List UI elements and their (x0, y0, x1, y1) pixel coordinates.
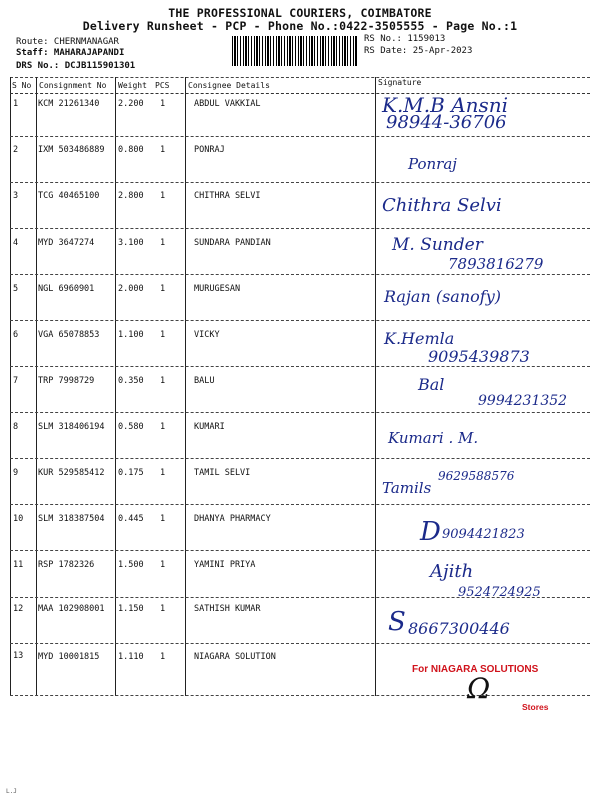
weight-value: 2.200 (118, 99, 144, 109)
rs-date: RS Date: 25-Apr-2023 (364, 46, 473, 56)
signature-handwriting: Ponraj (408, 155, 457, 173)
row-divider (10, 643, 590, 644)
drs-text: DRS No.: DCJB115901301 (16, 61, 136, 71)
table-row-sno: 7 (13, 376, 19, 386)
row-divider (10, 320, 590, 321)
signature-handwriting: K.Hemla (384, 329, 455, 348)
consignee-name: BALU (194, 376, 215, 386)
weight-value: 3.100 (118, 238, 144, 248)
consignee-name: VICKY (194, 330, 220, 340)
col-header-sno: S No (12, 81, 32, 90)
signature-handwriting: Ajith (430, 561, 474, 582)
consignee-name: MURUGESAN (194, 284, 241, 294)
weight-value: 2.800 (118, 191, 144, 201)
column-divider (10, 77, 11, 696)
table-row-sno: 12 (13, 604, 24, 614)
company-title: THE PROFESSIONAL COURIERS, COIMBATORE (168, 6, 432, 20)
weight-value: 0.445 (118, 514, 144, 524)
row-divider (10, 366, 590, 367)
stamp-stores-text: Stores (522, 702, 549, 712)
table-row-sno: 13 (13, 651, 24, 661)
col-header-consignment: Consignment No (39, 81, 107, 90)
table-row-sno: 8 (13, 422, 19, 432)
table-row-sno: 6 (13, 330, 19, 340)
row-divider (10, 504, 590, 505)
rs-number: RS No.: 1159013 (364, 34, 446, 44)
signature-handwriting: K.M.B Ansni (382, 93, 509, 117)
consignment-number: MYD 3647274 (38, 238, 95, 248)
pcs-value: 1 (160, 284, 166, 294)
signature-handwriting: Rajan (sanofy) (384, 287, 501, 306)
col-header-weight: Weight (118, 81, 147, 90)
consignment-number: KUR 529585412 (38, 468, 105, 478)
column-divider (185, 77, 186, 696)
route-text: Route: CHERNMANAGAR (16, 37, 119, 47)
column-divider (115, 77, 116, 696)
consignment-number: TCG 40465100 (38, 191, 100, 201)
consignee-name: NIAGARA SOLUTION (194, 652, 276, 662)
weight-value: 1.150 (118, 604, 144, 614)
consignment-number: VGA 65078853 (38, 330, 100, 340)
row-divider (10, 597, 590, 598)
row-divider (10, 550, 590, 551)
pcs-value: 1 (160, 99, 166, 109)
signature-handwriting: Tamils (382, 479, 432, 497)
table-row-sno: 9 (13, 468, 19, 478)
consignee-name: TAMIL SELVI (194, 468, 251, 478)
consignment-number: NGL 6960901 (38, 284, 95, 294)
pcs-value: 1 (160, 514, 166, 524)
weight-value: 0.800 (118, 145, 144, 155)
consignment-number: MAA 102908001 (38, 604, 105, 614)
pcs-value: 1 (160, 652, 166, 662)
weight-value: 1.100 (118, 330, 144, 340)
table-row-sno: 4 (13, 238, 19, 248)
pcs-value: 1 (160, 330, 166, 340)
column-divider (36, 77, 37, 696)
table-top-border (10, 77, 590, 78)
table-row-sno: 5 (13, 284, 19, 294)
table-row-sno: 1 (13, 99, 19, 109)
signature-handwriting: Bal (418, 375, 445, 394)
phone-handwriting: 7893816279 (448, 255, 544, 273)
consignment-number: MYD 10001815 (38, 652, 100, 662)
table-row-sno: 11 (13, 560, 24, 570)
staff-text: Staff: MAHARAJAPANDI (16, 48, 125, 58)
weight-value: 1.500 (118, 560, 144, 570)
phone-handwriting: 9095439873 (428, 347, 530, 366)
weight-value: 1.110 (118, 652, 144, 662)
signature-handwriting: D (420, 517, 441, 547)
pcs-value: 1 (160, 376, 166, 386)
row-divider (10, 136, 590, 137)
consignee-name: PONRAJ (194, 145, 225, 155)
table-row-sno: 2 (13, 145, 19, 155)
consignee-name: KUMARI (194, 422, 225, 432)
phone-handwriting: 9094421823 (442, 527, 525, 542)
phone-handwriting: 9629588576 (438, 469, 515, 483)
signature-handwriting: S (388, 607, 406, 637)
company-stamp (412, 664, 582, 724)
pcs-value: 1 (160, 560, 166, 570)
consignment-number: RSP 1782326 (38, 560, 95, 570)
consignment-number: KCM 21261340 (38, 99, 100, 109)
phone-handwriting: 9994231352 (478, 393, 568, 409)
runsheet-subtitle: Delivery Runsheet - PCP - Phone No.:0422-3505555 - Page No.:1 (82, 19, 518, 33)
consignee-name: CHITHRA SELVI (194, 191, 261, 201)
consignee-name: ABDUL VAKKIAL (194, 99, 261, 109)
weight-value: 0.350 (118, 376, 144, 386)
pcs-value: 1 (160, 468, 166, 478)
table-row-sno: 10 (13, 514, 24, 524)
table-row-sno: 3 (13, 191, 19, 201)
signature-handwriting: Kumari . M. (388, 429, 479, 447)
col-header-consignee: Consignee Details (188, 81, 270, 90)
pcs-value: 1 (160, 238, 166, 248)
pcs-value: 1 (160, 145, 166, 155)
column-divider (375, 77, 376, 696)
row-divider (10, 182, 590, 183)
pcs-value: 1 (160, 191, 166, 201)
signature-handwriting: Chithra Selvi (382, 195, 502, 216)
row-divider (10, 458, 590, 459)
phone-handwriting: 98944-36706 (386, 112, 507, 133)
corner-mark: L.J (6, 788, 17, 795)
col-header-pcs: PCS (155, 81, 170, 90)
pcs-value: 1 (160, 604, 166, 614)
signature-handwriting: M. Sunder (392, 235, 483, 255)
phone-handwriting: 9524724925 (458, 585, 541, 600)
consignment-number: SLM 318406194 (38, 422, 105, 432)
stamp-company-text: For NIAGARA SOLUTIONS (412, 664, 539, 675)
consignment-number: SLM 318387504 (38, 514, 105, 524)
weight-value: 2.000 (118, 284, 144, 294)
consignee-name: YAMINI PRIYA (194, 560, 256, 570)
pcs-value: 1 (160, 422, 166, 432)
row-divider (10, 274, 590, 275)
weight-value: 0.580 (118, 422, 144, 432)
weight-value: 0.175 (118, 468, 144, 478)
phone-handwriting: 8667300446 (408, 619, 510, 638)
consignment-number: TRP 7998729 (38, 376, 95, 386)
runsheet-table (10, 77, 590, 696)
consignee-name: SATHISH KUMAR (194, 604, 261, 614)
col-header-signature: Signature (378, 78, 422, 87)
consignee-name: SUNDARA PANDIAN (194, 238, 271, 248)
stamp-signature: Ω (467, 672, 491, 705)
consignee-name: DHANYA PHARMACY (194, 514, 271, 524)
row-divider (10, 228, 590, 229)
barcode-image (232, 36, 357, 66)
consignment-number: IXM 503486889 (38, 145, 105, 155)
row-divider (10, 412, 590, 413)
